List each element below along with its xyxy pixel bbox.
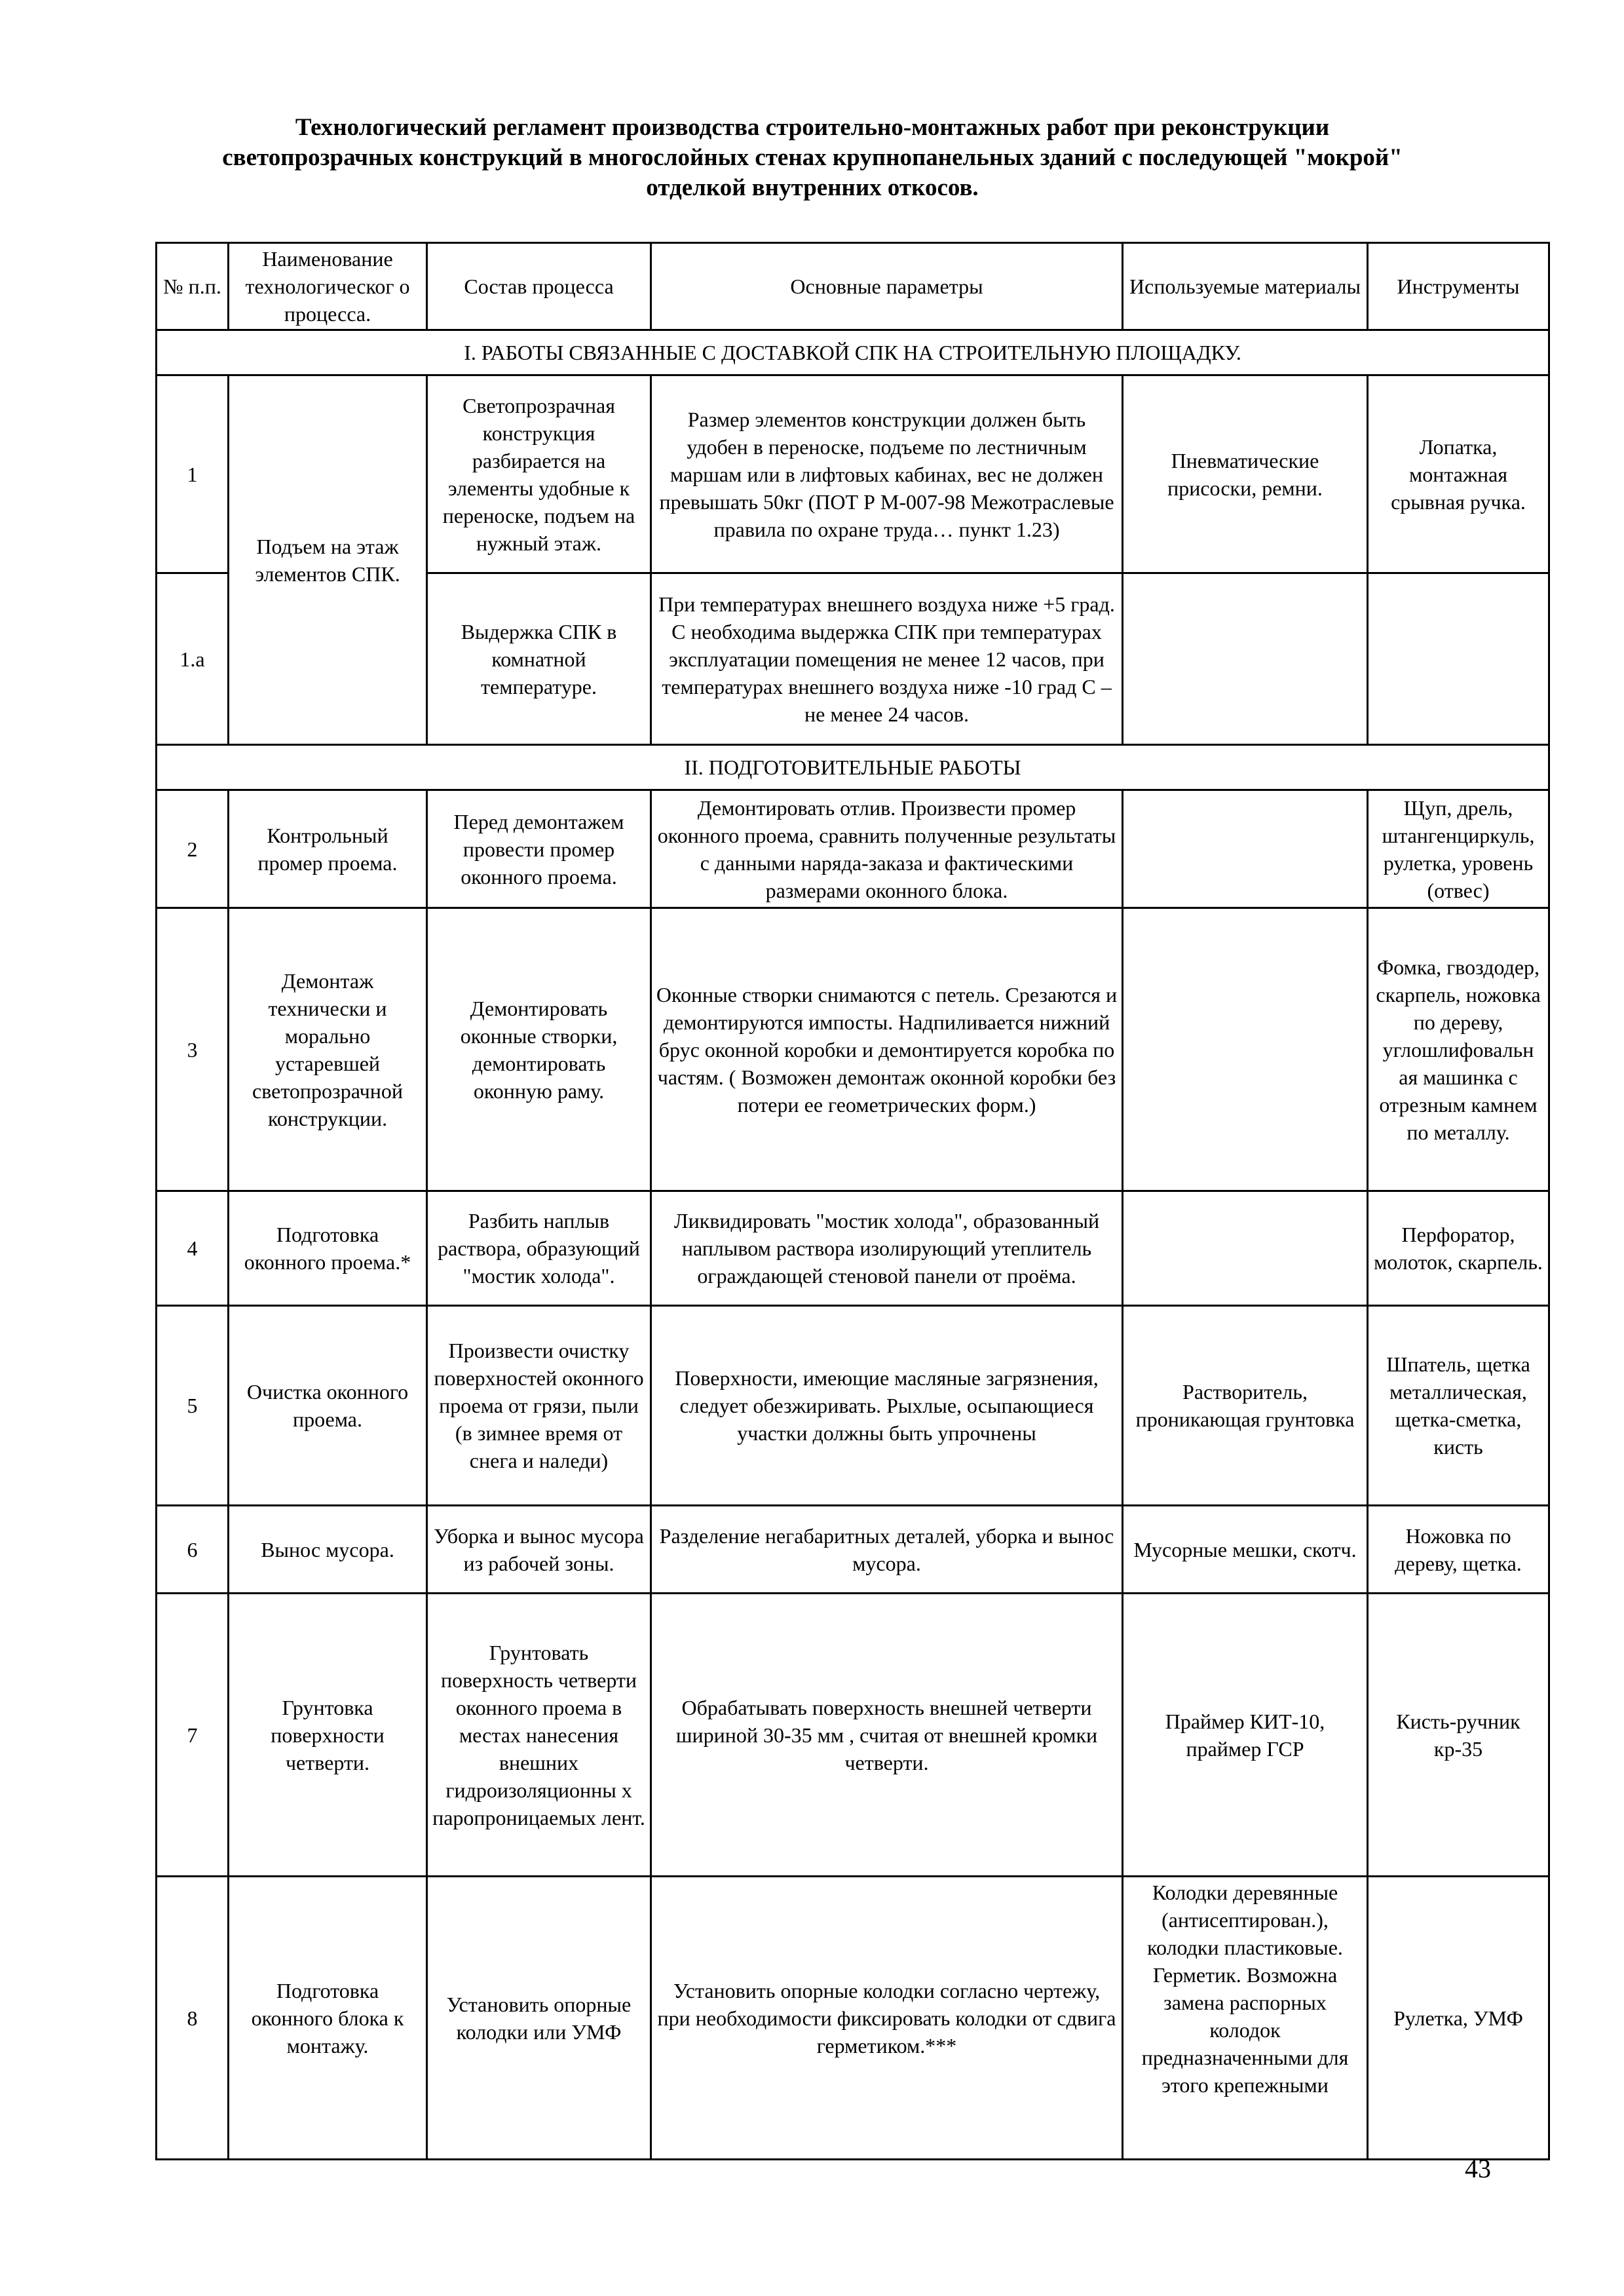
row-tools: Шпатель, щетка металлическая, щетка-сметка, кисть (1368, 1306, 1549, 1506)
row-process-name: Вынос мусора. (229, 1506, 427, 1594)
table-row (157, 790, 1549, 908)
row-process-name: Демонтаж технически и морально устаревшей светопрозрачной конструкции. (229, 908, 427, 1191)
row-tools (1368, 573, 1549, 745)
row-parameters: Ликвидировать "мостик холода", образованный наплывом раствора изолирующий утеплитель ограждающей стеновой панели от проёма. (651, 1191, 1123, 1306)
row-parameters: Демонтировать отлив. Произвести промер оконного проема, сравнить полученные результаты с данными наряда-заказа и фактическими размерами оконного блока. (651, 790, 1123, 908)
row-composition: Произвести очистку поверхностей оконного проема от грязи, пыли (в зимнее время от снега и наледи) (427, 1306, 651, 1506)
header-composition: Состав процесса (427, 243, 651, 330)
row-parameters: Разделение негабаритных деталей, уборка и вынос мусора. (651, 1506, 1123, 1594)
row-materials: Пневматические присоски, ремни. (1123, 375, 1368, 573)
row-materials: Праймер КИТ-10, праймер ГСР (1123, 1594, 1368, 1877)
page-number: 43 (1465, 2154, 1491, 2183)
table-row (157, 1877, 1549, 2160)
row-number: 7 (157, 1594, 229, 1877)
row-process-name: Контрольный промер проема. (229, 790, 427, 908)
row-tools: Перфоратор, молоток, скарпель. (1368, 1191, 1549, 1306)
row-number: 8 (157, 1877, 229, 2160)
document-title (157, 113, 1467, 203)
row-tools: Лопатка, монтажная срывная ручка. (1368, 375, 1549, 573)
row-parameters: Обрабатывать поверхность внешней четверти шириной 30-35 мм , считая от внешней кромки четверти. (651, 1594, 1123, 1877)
section-row (157, 745, 1549, 790)
table-header-row (157, 243, 1549, 330)
row-process-name: Подготовка оконного блока к монтажу. (229, 1877, 427, 2160)
header-tools: Инструменты (1368, 243, 1549, 330)
row-tools: Щуп, дрель, штангенциркуль, рулетка, уровень (отвес) (1368, 790, 1549, 908)
table-row (157, 1306, 1549, 1506)
row-composition: Светопрозрачная конструкция разбирается на элементы удобные к переноске, подъем на нужный этаж. (427, 375, 651, 573)
row-number: 5 (157, 1306, 229, 1506)
section-row (157, 330, 1549, 375)
row-materials: Колодки деревянные (антисептирован.), колодки пластиковые. Герметик. Возможна замена распорных колодок предназначенными для этого крепежными (1123, 1877, 1368, 2160)
row-number: 6 (157, 1506, 229, 1594)
row-number: 3 (157, 908, 229, 1191)
header-number: № п.п. (157, 243, 229, 330)
row-materials (1123, 1191, 1368, 1306)
row-process-name: Очистка оконного проема. (229, 1306, 427, 1506)
header-parameters: Основные параметры (651, 243, 1123, 330)
row-parameters: При температурах внешнего воздуха ниже +5 град. С необходима выдержка СПК при температурах эксплуатации помещения не менее 12 часов, при температурах внешнего воздуха ниже -10 град С – не менее 24 часов. (651, 573, 1123, 745)
row-materials: Растворитель, проникающая грунтовка (1123, 1306, 1368, 1506)
row-parameters: Установить опорные колодки согласно чертежу, при необходимости фиксировать колодки от сдвига герметиком.*** (651, 1877, 1123, 2160)
row-composition: Установить опорные колодки или УМФ (427, 1877, 651, 2160)
row-materials: Мусорные мешки, скотч. (1123, 1506, 1368, 1594)
row-composition: Демонтировать оконные створки, демонтировать оконную раму. (427, 908, 651, 1191)
row-process-name: Грунтовка поверхности четверти. (229, 1594, 427, 1877)
row-parameters: Оконные створки снимаются с петель. Срезаются и демонтируются импосты. Надпиливается нижний брус оконной коробки и демонтируется коробка по частям. ( Возможен демонтаж оконной коробки без потери ее геометрических форм.) (651, 908, 1123, 1191)
title-line-3: отделкой внутренних откосов. (646, 174, 979, 201)
table-row (157, 908, 1549, 1191)
table-row (157, 375, 1549, 573)
row-number: 1 (157, 375, 229, 573)
header-process-name: Наименование технологическог о процесса. (229, 243, 427, 330)
row-tools: Кисть-ручник кр-35 (1368, 1594, 1549, 1877)
row-composition: Грунтовать поверхность четверти оконного проема в местах нанесения внешних гидроизоляционны х паропроницаемых лент. (427, 1594, 651, 1877)
section-2-title: II. ПОДГОТОВИТЕЛЬНЫЕ РАБОТЫ (157, 745, 1549, 790)
section-1-title: I. РАБОТЫ СВЯЗАННЫЕ С ДОСТАВКОЙ СПК НА СТРОИТЕЛЬНУЮ ПЛОЩАДКУ. (157, 330, 1549, 375)
row-composition: Выдержка СПК в комнатной температуре. (427, 573, 651, 745)
row-materials (1123, 908, 1368, 1191)
row-tools: Ножовка по дереву, щетка. (1368, 1506, 1549, 1594)
row-process-name: Подъем на этаж элементов СПК. (229, 375, 427, 745)
table-row (157, 1506, 1549, 1594)
table-row (157, 1594, 1549, 1877)
regulation-table (155, 242, 1550, 2160)
row-number: 1.а (157, 573, 229, 745)
row-parameters: Размер элементов конструкции должен быть удобен в переноске, подъеме по лестничным маршам или в лифтовых кабинах, вес не должен превышать 50кг (ПОТ Р М-007-98 Межотраслевые правила по охране труда… пункт 1.23) (651, 375, 1123, 573)
row-composition: Перед демонтажем провести промер оконного проема. (427, 790, 651, 908)
row-process-name: Подготовка оконного проема.* (229, 1191, 427, 1306)
header-materials: Используемые материалы (1123, 243, 1368, 330)
row-composition: Разбить наплыв раствора, образующий "мостик холода". (427, 1191, 651, 1306)
row-tools: Фомка, гвоздодер, скарпель, ножовка по дереву, углошлифовальн ая машинка с отрезным камнем по металлу. (1368, 908, 1549, 1191)
row-number: 2 (157, 790, 229, 908)
title-line-1: Технологический регламент производства строительно-монтажных работ при реконструкции (295, 114, 1330, 141)
row-parameters: Поверхности, имеющие масляные загрязнения, следует обезжиривать. Рыхлые, осыпающиеся участки должны быть упрочнены (651, 1306, 1123, 1506)
row-tools: Рулетка, УМФ (1368, 1877, 1549, 2160)
title-line-2: светопрозрачных конструкций в многослойных стенах крупнопанельных зданий с последующей "мокрой" (222, 144, 1403, 171)
row-materials (1123, 573, 1368, 745)
row-number: 4 (157, 1191, 229, 1306)
row-materials (1123, 790, 1368, 908)
table-row (157, 1191, 1549, 1306)
row-composition: Уборка и вынос мусора из рабочей зоны. (427, 1506, 651, 1594)
